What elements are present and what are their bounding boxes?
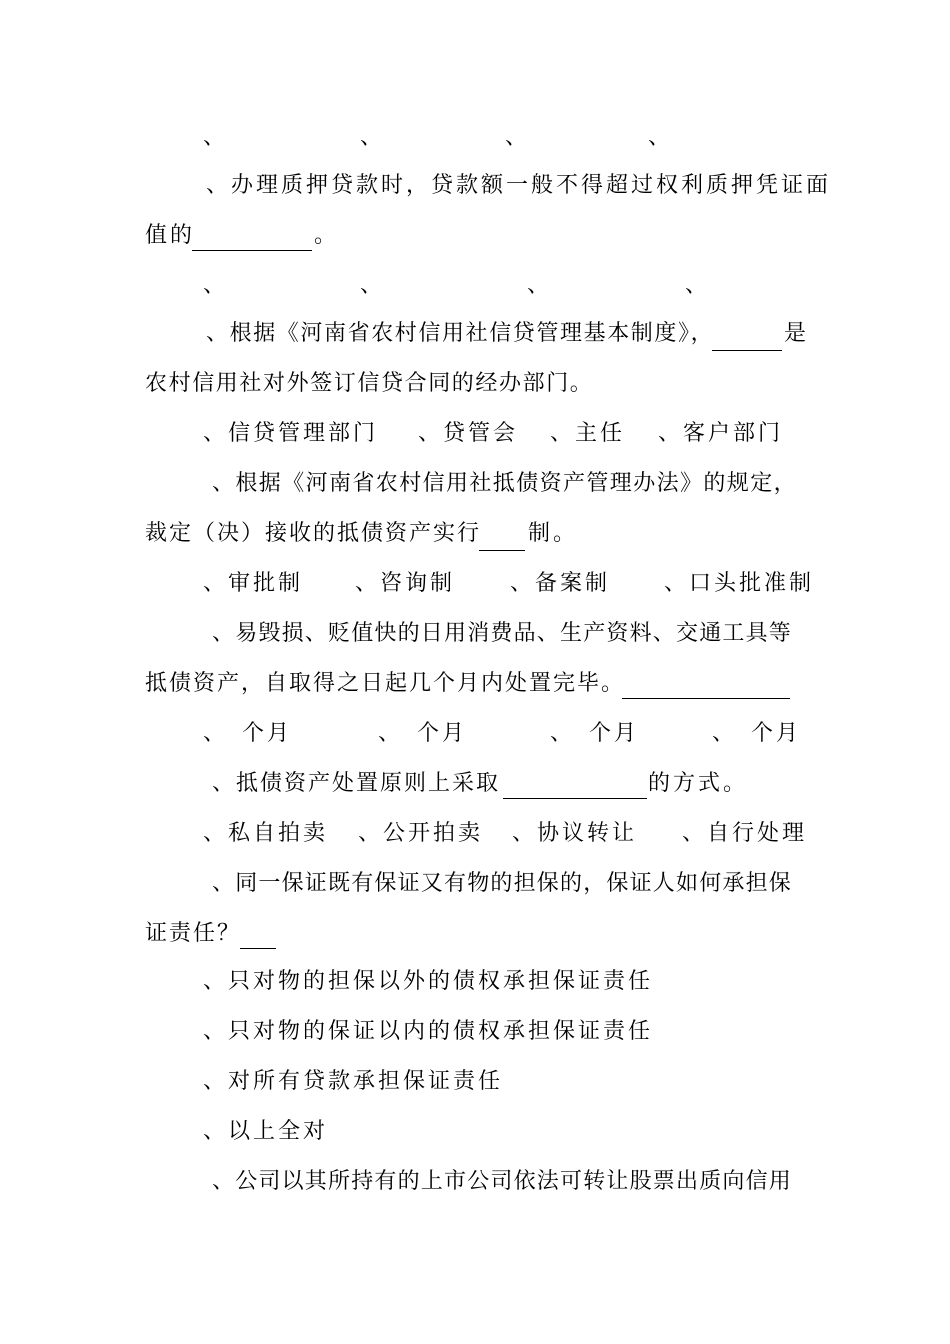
- option-b: 、贷管会: [418, 421, 519, 446]
- question-1-line-2-end: 。: [314, 223, 340, 248]
- option-c: 、对所有贷款承担保证责任: [203, 1069, 504, 1094]
- option-c: 、备案制: [510, 571, 611, 596]
- option-a: 、 个月: [203, 721, 293, 746]
- question-2-line-2: 农村信用社对外签订信贷合同的经办部门。: [145, 371, 594, 396]
- question-2-line-1-end: 是: [784, 321, 810, 346]
- option-a: 、私自拍卖: [203, 821, 329, 846]
- option-c: 、主任: [550, 421, 626, 446]
- question-3-line-2-start: 裁定（决）接收的抵债资产实行: [145, 521, 482, 546]
- answer-blank: [622, 698, 790, 699]
- option-b: 、 个月: [378, 721, 468, 746]
- answer-blank: [240, 948, 276, 949]
- answer-blank: [712, 350, 782, 351]
- answer-blank: [479, 550, 525, 551]
- question-7-line-1: 、公司以其所持有的上市公司依法可转让股票出质向信用: [212, 1169, 793, 1194]
- option-mark: 、: [360, 273, 383, 298]
- answer-blank: [192, 250, 312, 251]
- option-a: 、审批制: [203, 571, 304, 596]
- option-d: 、自行处理: [682, 821, 808, 846]
- option-mark: 、: [360, 125, 383, 150]
- option-mark: 、: [648, 125, 671, 150]
- question-4-line-1: 、易毁损、贬值快的日用消费品、生产资料、交通工具等: [212, 621, 793, 646]
- option-c: 、 个月: [550, 721, 640, 746]
- option-mark: 、: [203, 273, 226, 298]
- option-a: 、只对物的担保以外的债权承担保证责任: [203, 969, 654, 994]
- question-3-line-1: 、根据《河南省农村信用社抵债资产管理办法》的规定，: [212, 471, 798, 496]
- option-mark: 、: [203, 125, 226, 150]
- option-b: 、公开拍卖: [358, 821, 484, 846]
- option-d: 、客户部门: [658, 421, 784, 446]
- question-2-line-1: 、根据《河南省农村信用社信贷管理基本制度》，: [206, 321, 715, 346]
- answer-blank: [503, 798, 647, 799]
- question-1-line-1: 、办理质押贷款时，贷款额一般不得超过权利质押凭证面: [206, 173, 832, 198]
- option-mark: 、: [685, 273, 708, 298]
- question-6-line-2: 证责任？: [145, 921, 242, 946]
- option-d: 、 个月: [712, 721, 802, 746]
- option-d: 、口头批准制: [664, 571, 815, 596]
- question-4-line-2: 抵债资产，自取得之日起几个月内处置完毕。: [145, 671, 626, 696]
- question-5-line-1-start: 、抵债资产处置原则上采取: [212, 771, 501, 796]
- option-b: 、咨询制: [355, 571, 456, 596]
- question-5-line-1-end: 的方式。: [648, 771, 749, 796]
- question-1-line-2-start: 值的: [145, 223, 196, 248]
- option-mark: 、: [505, 125, 528, 150]
- question-6-line-1: 、同一保证既有保证又有物的担保的，保证人如何承担保: [212, 871, 793, 896]
- option-a: 、信贷管理部门: [203, 421, 379, 446]
- option-b: 、只对物的保证以内的债权承担保证责任: [203, 1019, 654, 1044]
- option-mark: 、: [527, 273, 550, 298]
- question-3-line-2-end: 制。: [528, 521, 579, 546]
- option-d: 、以上全对: [203, 1119, 329, 1144]
- option-c: 、协议转让: [512, 821, 638, 846]
